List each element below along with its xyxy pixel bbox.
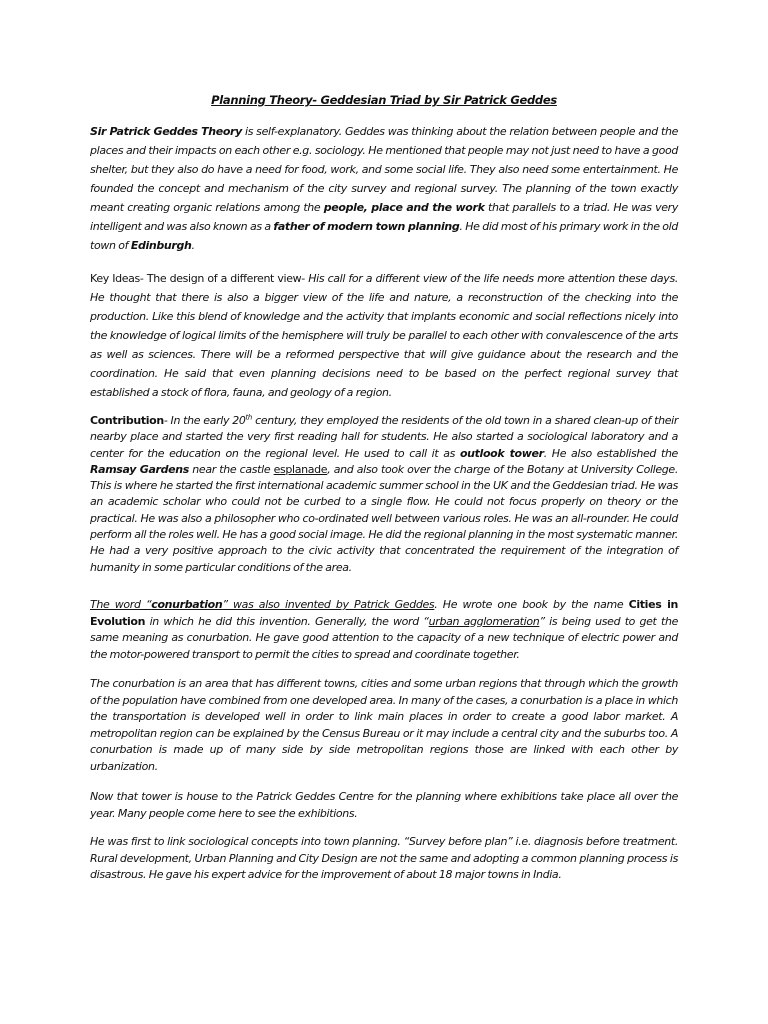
paragraph-theory [90,122,678,255]
bold-term: people, place and the work [323,201,485,214]
bold-term: Sir Patrick Geddes Theory [90,125,242,138]
bold-term: outlook tower [459,446,544,460]
book-title: Cities in Evolution [90,598,678,628]
paragraph-survey-before-plan: He was first to link sociological concepts into town planning. “Survey before plan” i.e. diagnosis before treatment. Rural development, Urban Planning and City Design are not the same and adopting a common planning process is disastrous. He gave his expert advice for the improvement of about 18 major towns in India. [90,835,678,881]
text-run: that parallels to a triad. He was very intelligent and was also known as a [90,201,678,233]
text-run: is self-explanatory. Geddes was thinking about the relation between people and the places and their impacts on each other e.g. sociology. He mentioned that people may not just need to have a good shelter, but they also do have a need for food, work, and some social life. They also need some entertainment. He founded the concept and mechanism of the city survey and regional survey. The planning of the town exactly meant creating organic relations among the [90,125,679,214]
underlined-bold-term: conurbation [151,598,223,611]
superscript: th [245,413,252,422]
underlined-term: urban agglomeration [428,614,540,628]
underlined-phrase: The word “ [90,598,152,611]
text-run: century, they employed the residents of the old town in a shared clean-up of their nearby place and started the very first reading hall for students. He also started a sociological laboratory and a center for the education on the regional level. He used to call it as [90,414,678,460]
text-run: . [191,239,195,252]
bold-term: Ramsay Gardens [90,462,189,476]
text-run: . He did most of his primary work in the old town of [90,220,678,252]
text-run: near the castle [188,462,274,476]
contribution-heading: Contribution [90,414,164,427]
paragraph-contribution [90,413,678,576]
paragraph-key-ideas [90,269,678,402]
text-run: His call for a different view of the life needs more attention these days. He thought that there is also a bigger view of the life and nature, a reconstruction of the checking into the production. Like this blend of knowledge and the activity that implants economic and social reflections nicely into the knowledge of logical limits of the hemisphere will truly be parallel to each other with convalescence of the arts as well as sciences. There will be a reformed perspective that will give guidance about the research and the coordination. He said that even planning decisions need to be based on the perfect regional survey that established a stock of flora, fauna, and geology of a region. [90,272,678,399]
text-run: ” is being used to get the same meaning as conurbation. He gave good attention to the capacity of a new technique of electric power and the motor-powered transport to permit the cities to spread and coordinate together. [90,614,678,661]
paragraph-conurbation [90,597,678,663]
document-title: Planning Theory- Geddesian Triad by Sir Patrick Geddes [211,93,557,107]
text-run: . He also established the [543,446,678,460]
underlined-phrase: ” was also invented by Patrick Geddes [222,598,435,611]
text-run: . He wrote one book by the name [434,598,629,611]
text-run: , and also took over the charge of the Botany at University College. This is where he started the first international academic summer school in the UK and the Geddesian triad. He was an academic scholar who could not be curbed to a single flow. He could not focus properly on theory or the practical. He was also a philosopher who co-ordinated well between various roles. He was an all-rounder. He could perform all the roles well. He has a good social image. He did the regional planning in the most systematic manner. He had a very positive approach to the civic activity that concentrated the requirement of the integration of humanity in some particular conditions of the area. [90,462,678,574]
paragraph-tower: Now that tower is house to the Patrick Geddes Centre for the planning where exhibitions take place all over the year. Many people come here to see the exhibitions. [90,790,678,820]
text-run: in which he did this invention. Generally, the word “ [145,614,429,628]
bold-term: Edinburgh [130,239,192,252]
key-ideas-heading: Key Ideas- The design of a different view- [90,272,305,285]
underlined-term: esplanade [273,462,328,476]
bold-term: father of modern town planning [273,220,460,233]
paragraph-conurbation-definition: The conurbation is an area that has different towns, cities and some urban regions that through which the growth of the population have combined from one developed area. In many of the cases, a conurbation is a place in which the transportation is developed well in order to link main places in order to create a good labor market. A metropolitan region can be explained by the Census Bureau or it may include a central city and the suburbs too. A conurbation is made up of many side by side metropolitan regions those are linked with each other by urbanization. [90,677,678,773]
text-run: - In the early 20 [163,414,246,427]
